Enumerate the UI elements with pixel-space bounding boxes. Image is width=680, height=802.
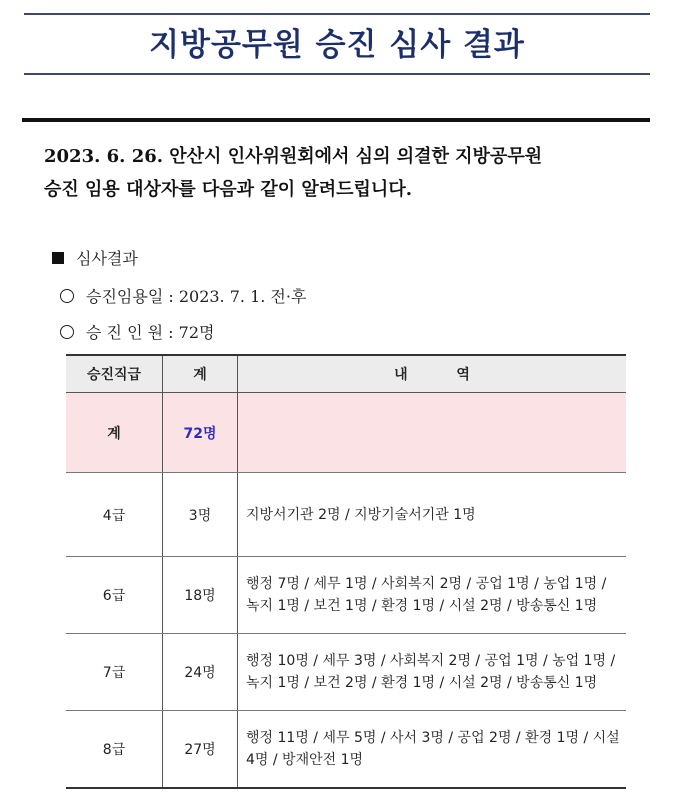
table-header-row (66, 355, 626, 393)
title-bottom-rule (24, 73, 650, 75)
intro-paragraph (44, 140, 644, 206)
title-top-rule (24, 13, 650, 15)
cell-count: 24명 (163, 634, 238, 711)
cell-detail: 행정 11명 / 세무 5명 / 사서 3명 / 공업 2명 / 환경 1명 / 시설 4명 / 방재안전 1명 (238, 711, 627, 789)
cell-count: 72명 (163, 393, 238, 473)
cell-grade: 7급 (66, 634, 163, 711)
intro-line-2: 승진 임용 대상자를 다음과 같이 알려드립니다. (44, 179, 412, 200)
table-row (66, 711, 626, 789)
bullet-text: 승 진 인 원 : 72명 (86, 323, 215, 342)
cell-grade: 8급 (66, 711, 163, 789)
bullet-promotion-date (60, 284, 306, 307)
cell-count: 3명 (163, 473, 238, 557)
page-title: 지방공무원 승진 심사 결과 (149, 27, 525, 63)
header-grade: 승진직급 (66, 355, 163, 393)
cell-detail (238, 393, 627, 473)
header-count: 계 (163, 355, 238, 393)
cell-detail: 지방서기관 2명 / 지방기술서기관 1명 (238, 473, 627, 557)
cell-count: 18명 (163, 557, 238, 634)
bullet-text: 승진임용일 : 2023. 7. 1. 전·후 (86, 287, 307, 306)
results-table (66, 354, 626, 789)
cell-detail: 행정 10명 / 세무 3명 / 사회복지 2명 / 공업 1명 / 농업 1명 / 녹지 1명 / 보건 2명 / 환경 1명 / 시설 2명 / 방송통신 1명 (238, 634, 627, 711)
section-divider (22, 118, 650, 122)
circle-bullet-icon (60, 325, 74, 339)
table-row-total (66, 393, 626, 473)
table-row (66, 473, 626, 557)
circle-bullet-icon (60, 289, 74, 303)
cell-count: 27명 (163, 711, 238, 789)
cell-grade: 6급 (66, 557, 163, 634)
intro-line-1: 2023. 6. 26. 안산시 인사위원회에서 심의 의결한 지방공무원 (44, 146, 543, 167)
title-box (24, 13, 650, 75)
header-detail: 내 역 (238, 355, 627, 393)
bullet-promotion-count (60, 320, 214, 343)
section-heading-text: 심사결과 (76, 249, 138, 268)
table-row (66, 634, 626, 711)
cell-detail: 행정 7명 / 세무 1명 / 사회복지 2명 / 공업 1명 / 농업 1명 / 녹지 1명 / 보건 1명 / 환경 1명 / 시설 2명 / 방송통신 1명 (238, 557, 627, 634)
cell-grade: 4급 (66, 473, 163, 557)
square-bullet-icon (52, 252, 64, 264)
table-row (66, 557, 626, 634)
cell-grade: 계 (66, 393, 163, 473)
section-heading (52, 246, 138, 269)
